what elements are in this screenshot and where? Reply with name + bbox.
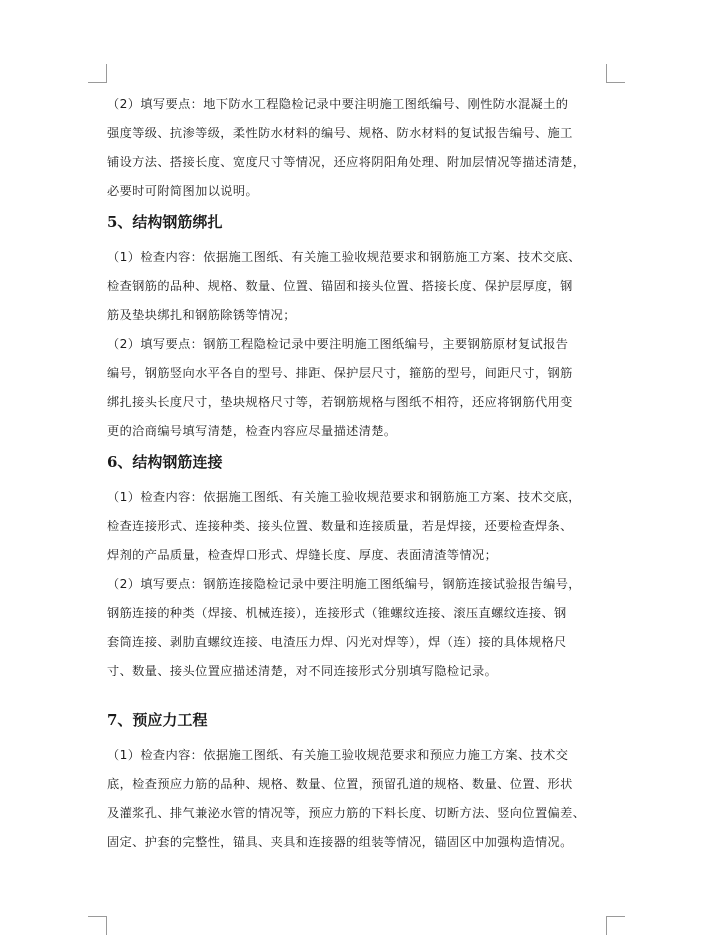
- paragraph-line: 底，检查预应力筋的品种、规格、数量、位置，预留孔道的规格、数量、位置、形状: [107, 777, 573, 791]
- section4-tail: [107, 90, 607, 206]
- paragraph-line: （1）检查内容：依据施工图纸、有关施工验收规范要求和预应力施工方案、技术交: [107, 748, 569, 762]
- paragraph-line: 强度等级、抗渗等级，柔性防水材料的编号、规格、防水材料的复试报告编号、施工: [107, 126, 573, 140]
- section-heading-6: 6、结构钢筋连接: [107, 453, 223, 471]
- paragraph-line: 编号，钢筋竖向水平各自的型号、排距、保护层尺寸，箍筋的型号，间距尺寸，钢筋: [107, 366, 573, 380]
- section5-body: [107, 243, 607, 446]
- paragraph-line: 固定、护套的完整性，锚具、夹具和连接器的组装等情况，锚固区中加强构造情况。: [107, 835, 573, 849]
- document-body: [107, 90, 607, 857]
- section-heading-7: 7、预应力工程: [107, 711, 208, 729]
- crop-mark-top-right: [606, 64, 625, 83]
- crop-mark-bottom-right: [606, 916, 625, 935]
- paragraph-line: 检查钢筋的品种、规格、数量、位置、锚固和接头位置、搭接长度、保护层厚度，钢: [107, 279, 573, 293]
- paragraph-line: 焊剂的产品质量，检查焊口形式、焊缝长度、厚度、表面清渣等情况；: [107, 548, 498, 562]
- paragraph-line: 绑扎接头长度尺寸，垫块规格尺寸等，若钢筋规格与图纸不相符，还应将钢筋代用变: [107, 395, 573, 409]
- section6-body: [107, 483, 607, 686]
- paragraph-line: （1）检查内容：依据施工图纸、有关施工验收规范要求和钢筋施工方案、技术交底、: [107, 250, 581, 264]
- section7-body: [107, 741, 607, 857]
- crop-mark-bottom-left: [88, 916, 107, 935]
- section-heading-5: 5、结构钢筋绑扎: [107, 213, 223, 231]
- paragraph-line: 必要时可附简图加以说明。: [107, 184, 259, 198]
- paragraph-line: （2）填写要点：钢筋连接隐检记录中要注明施工图纸编号，钢筋连接试验报告编号，: [107, 577, 581, 591]
- paragraph-line: 寸、数量、接头位置应描述清楚，对不同连接形式分别填写隐检记录。: [107, 664, 498, 678]
- paragraph-line: 铺设方法、搭接长度、宽度尺寸等情况，还应将阴阳角处理、附加层情况等描述清楚，: [107, 155, 586, 169]
- paragraph-line: 套筒连接、剥肋直螺纹连接、电渣压力焊、闪光对焊等），焊（连）接的具体规格尺: [107, 635, 567, 649]
- paragraph-line: （2）填写要点：地下防水工程隐检记录中要注明施工图纸编号、刚性防水混凝土的: [107, 97, 569, 111]
- paragraph-line: 钢筋连接的种类（焊接、机械连接），连接形式（锥螺纹连接、滚压直螺纹连接、钢: [107, 606, 567, 620]
- paragraph-line: 筋及垫块绑扎和钢筋除锈等情况；: [107, 308, 296, 322]
- paragraph-line: 及灌浆孔、排气兼泌水管的情况等，预应力筋的下料长度、切断方法、竖向位置偏差、: [107, 806, 586, 820]
- paragraph-line: （2）填写要点：钢筋工程隐检记录中要注明施工图纸编号，主要钢筋原材复试报告: [107, 337, 569, 351]
- paragraph-line: （1）检查内容：依据施工图纸、有关施工验收规范要求和钢筋施工方案、技术交底，: [107, 490, 581, 504]
- paragraph-line: 更的洽商编号填写清楚，检查内容应尽量描述清楚。: [107, 424, 397, 438]
- crop-mark-top-left: [88, 64, 107, 83]
- paragraph-line: 检查连接形式、连接种类、接头位置、数量和连接质量，若是焊接，还要检查焊条、: [107, 519, 573, 533]
